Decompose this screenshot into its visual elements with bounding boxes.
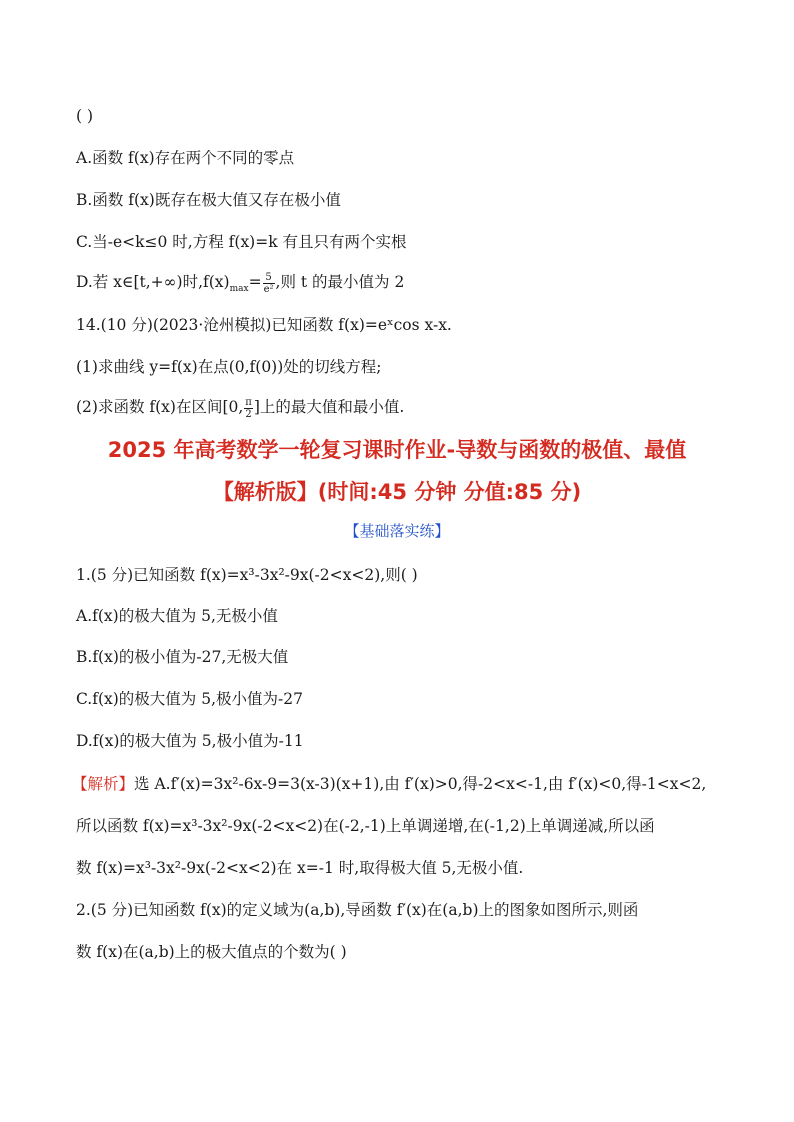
page-title: 2025 年高考数学一轮复习课时作业-导数与函数的极值、最值 [107,438,687,462]
question-2-stem-line-2: 数 f(x)在(a,b)上的极大值点的个数为( ) [76,943,347,961]
question-14-stem: 14.(10 分)(2023·沧州模拟)已知函数 f(x)=eˣcos x-x. [76,316,452,334]
question-1-option-a: A.f(x)的极大值为 5,无极小值 [76,607,278,625]
question-1-option-c: C.f(x)的极大值为 5,极小值为-27 [76,690,303,708]
prev-option-c: C.当-e<k≤0 时,方程 f(x)=k 有且只有两个实根 [76,233,407,251]
analysis-tag: 【解析】 [72,775,135,793]
prev-option-a: A.函数 f(x)存在两个不同的零点 [76,149,295,167]
prev-option-d [76,271,404,300]
prev-option-d-sub: max [229,284,249,295]
question-1-analysis-line-3: 数 f(x)=x³-3x²-9x(-2<x<2)在 x=-1 时,取得极大值 5,无极小值. [76,859,524,877]
prev-option-d-post: ,则 t 的最小值为 2 [275,273,405,291]
question-1-option-d: D.f(x)的极大值为 5,极小值为-11 [76,732,304,750]
question-1-stem: 1.(5 分)已知函数 f(x)=x³-3x²-9x(-2<x<2),则( ) [76,566,418,584]
question-14-part-1: (1)求曲线 y=f(x)在点(0,f(0))处的切线方程; [76,358,382,376]
page-subtitle: 【解析版】(时间:45 分钟 分值:85 分) [212,480,582,504]
fraction-pi-over-2: $\frac{\pi}{2}$ [245,396,252,420]
question-1-analysis-line-2: 所以函数 f(x)=x³-3x²-9x(-2<x<2)在(-2,-1)上单调递增,在(-1,2)上单调递减,所以函 [76,817,655,835]
prev-option-d-eq: = [248,273,262,291]
prev-option-d-pre: D.若 x∈[t,+∞)时,f(x) [76,273,230,291]
prev-answer-paren: ( ) [76,107,94,125]
question-14-part-2: (2)求函数 f(x)在区间[0, $\frac{\pi}{2}$ ]上的最大值和最小值. [76,396,405,420]
section-heading: 【基础落实练】 [344,522,450,540]
question-1-option-b: B.f(x)的极小值为-27,无极大值 [76,648,289,666]
question-2-stem-line-1: 2.(5 分)已知函数 f(x)的定义域为(a,b),导函数 f′(x)在(a,b)上的图象如图所示,则函 [76,901,639,919]
fraction-5-over-e2: $\frac{5}{\text{e²}}$ [263,271,274,295]
prev-option-b: B.函数 f(x)既存在极大值又存在极小值 [76,191,341,209]
question-1-analysis-line-1: 【解析】选 A.f′(x)=3x²-6x-9=3(x-3)(x+1),由 f′(x)>0,得-2<x<-1,由 f′(x)<0,得-1<x<2, [72,775,707,793]
